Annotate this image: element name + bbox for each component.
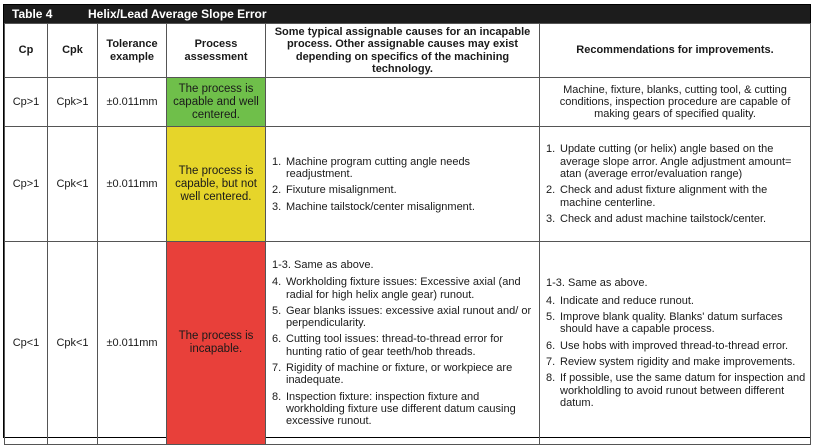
table-row: [5, 127, 811, 242]
list-item: 8. Inspection fixture: inspection fixture and workholding fixture use different datum causing excessive runout.: [272, 390, 516, 428]
causes-cell: [266, 242, 540, 445]
causes-list: [272, 156, 535, 213]
recommendations-list: [546, 143, 806, 225]
causes-cell: [266, 127, 540, 242]
recommendations-list: [546, 295, 806, 410]
header-assessment: Process assessment: [167, 24, 266, 78]
header-causes: Some typical assignable causes for an incapable process. Other assignable causes may exist depending on specifics of the machining technology.: [266, 24, 540, 78]
list-item: 7. Review system rigidity and make improvements.: [546, 355, 796, 368]
assessment-cell: The process is capable and well centered.: [167, 78, 266, 127]
header-row: [5, 24, 811, 78]
assessment-cell: The process is capable, but not well centered.: [167, 127, 266, 242]
list-item: 8. If possible, use the same datum for inspection and workholdling to avoid runout between different datum.: [546, 372, 806, 409]
table-container: [3, 4, 811, 438]
recommendation-cell: [540, 127, 811, 242]
recommendations-intro: 1-3. Same as above.: [546, 277, 648, 290]
list-item: 1. Machine program cutting angle needs readjustment.: [272, 155, 471, 180]
assessment-cell: The process is incapable.: [167, 242, 266, 445]
list-item: 2. Check and adust fixture alignment with the machine centerline.: [546, 184, 768, 209]
list-item: 5. Gear blanks issues: excessive axial runout and/ or perpendicularity.: [272, 304, 532, 330]
tolerance-cell: ±0.011mm: [98, 78, 167, 127]
cp-cell: Cp<1: [5, 242, 48, 445]
list-item: 3. Check and adust machine tailstock/center.: [546, 212, 767, 225]
list-item: 7. Rigidity of machine or fixture, or workpiece are inadequate.: [272, 362, 513, 387]
list-item: 3. Machine tailstock/center misalignment.: [272, 200, 475, 213]
list-item: 4. Workholding fixture issues: Excessive axial (and radial for high helix angle gear) runout.: [272, 276, 521, 301]
list-item: 1. Update cutting (or helix) angle based on the average slope arror. Angle adjustment amount= atan (average error/evaluation range): [546, 143, 792, 180]
causes-intro: 1-3. Same as above.: [272, 258, 374, 271]
header-cp: Cp: [5, 24, 48, 78]
list-item: 4. Indicate and reduce runout.: [546, 294, 694, 307]
tolerance-cell: ±0.011mm: [98, 127, 167, 242]
list-item: 2. Fixuture misalignment.: [272, 184, 397, 197]
recommendation-cell: Machine, fixture, blanks, cutting tool, & cutting conditions, inspection procedure are capable of making gears of specified quality.: [540, 78, 811, 127]
tolerance-cell: ±0.011mm: [98, 242, 167, 445]
causes-list: [272, 276, 535, 427]
cpk-cell: Cpk<1: [48, 242, 98, 445]
header-tolerance: Tolerance example: [98, 24, 167, 78]
table-title-bar: [4, 5, 810, 23]
table-number: Table 4: [12, 7, 53, 21]
list-item: 5. Improve blank quality. Blanks' datum surfaces should have a capable process.: [546, 310, 783, 336]
table-row: [5, 242, 811, 445]
table-row: [5, 78, 811, 127]
causes-cell: [266, 78, 540, 127]
cp-cell: Cp>1: [5, 127, 48, 242]
data-table: [4, 23, 811, 445]
header-cpk: Cpk: [48, 24, 98, 78]
list-item: 6. Cutting tool issues: thread-to-thread error for hunting ratio of gear teeth/hob threads.: [272, 333, 504, 358]
recommendation-cell: [540, 242, 811, 445]
cpk-cell: Cpk>1: [48, 78, 98, 127]
list-item: 6. Use hobs with improved thread-to-thread error.: [546, 339, 789, 352]
table-title: Helix/Lead Average Slope Error: [88, 7, 267, 21]
cpk-cell: Cpk<1: [48, 127, 98, 242]
header-recommendations: Recommendations for improvements.: [540, 24, 811, 78]
cp-cell: Cp>1: [5, 78, 48, 127]
